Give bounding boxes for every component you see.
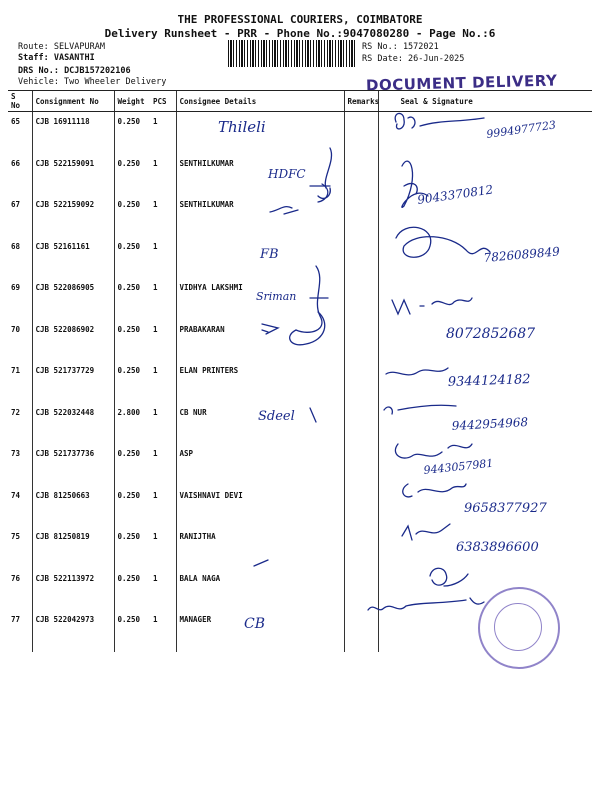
cell-consignment: CJB 81250819 xyxy=(32,527,114,569)
cell-sno: 65 xyxy=(11,117,21,126)
staff-label: Staff: xyxy=(18,53,54,63)
cell-remarks xyxy=(344,610,378,652)
table-row xyxy=(8,444,592,486)
drs-number: DCJB157202106 xyxy=(64,66,131,76)
cell-consignee: VAISHNAVI DEVI xyxy=(176,486,344,528)
cell-consignment: CJB 522042973 xyxy=(32,610,114,652)
cell-remarks xyxy=(344,320,378,362)
cell-seal xyxy=(378,320,592,362)
cell-weight: 0.250 xyxy=(114,195,150,237)
cell-remarks xyxy=(344,486,378,528)
cell-weight: 0.250 xyxy=(114,486,150,528)
cell-weight: 0.250 xyxy=(114,361,150,403)
cell-weight: 0.250 xyxy=(114,278,150,320)
table-row xyxy=(8,403,592,445)
hw-r72-name: Sdeel xyxy=(258,409,295,424)
drs-label: DRS No.: xyxy=(18,66,65,76)
table-row xyxy=(8,361,592,403)
cell-sno: 71 xyxy=(11,366,21,375)
col-seal: Seal & Signature xyxy=(378,91,592,112)
cell-seal xyxy=(378,361,592,403)
col-consignment: Consignment No xyxy=(32,91,114,112)
cell-remarks xyxy=(344,403,378,445)
cell-weight: 0.250 xyxy=(114,237,150,279)
cell-seal xyxy=(378,527,592,569)
cell-pcs: 1 xyxy=(153,366,158,375)
cell-pcs: 1 xyxy=(153,573,158,583)
cell-remarks xyxy=(344,361,378,403)
cell-sno: 67 xyxy=(11,200,21,209)
cell-consignment: CJB 522032448 xyxy=(32,403,114,445)
cell-seal xyxy=(378,444,592,486)
cell-sno: 76 xyxy=(11,573,21,583)
cell-seal xyxy=(378,237,592,279)
cell-pcs: 1 xyxy=(153,241,158,251)
cell-seal xyxy=(378,486,592,528)
runsheet-subtitle: Delivery Runsheet - PRR - Phone No.:9047080280 - Page No.:6 xyxy=(104,27,496,40)
cell-seal xyxy=(378,195,592,237)
cell-pcs: 1 xyxy=(153,407,158,417)
cell-seal xyxy=(378,278,592,320)
cell-consignment: CJB 522113972 xyxy=(32,569,114,611)
col-consignee: Consignee Details xyxy=(176,91,344,112)
cell-weight: 0.250 xyxy=(114,569,150,611)
staff-name: VASANTHI xyxy=(53,53,95,63)
table-row xyxy=(8,486,592,528)
cell-pcs: 1 xyxy=(153,117,158,126)
cell-sno: 70 xyxy=(11,324,21,334)
cell-weight: 0.250 xyxy=(114,112,150,154)
cell-pcs: 1 xyxy=(153,200,158,209)
table-row xyxy=(8,278,592,320)
table-row xyxy=(8,527,592,569)
staff-line xyxy=(18,53,95,63)
cell-pcs: 1 xyxy=(153,283,158,292)
cell-consignee: ASP xyxy=(176,444,344,486)
cell-weight: 0.250 xyxy=(114,610,150,652)
cell-weight: 0.250 xyxy=(114,154,150,196)
table-row xyxy=(8,237,592,279)
hw-r73-phone: 9443057981 xyxy=(422,456,494,477)
cell-consignment: CJB 522086905 xyxy=(32,278,114,320)
cell-consignment: CJB 522086902 xyxy=(32,320,114,362)
cell-consignee: MANAGER xyxy=(176,610,344,652)
hw-r71-phone: 9344124182 xyxy=(447,372,531,390)
hw-r65-name: Thileli xyxy=(218,118,266,136)
cell-consignment: CJB 522159092 xyxy=(32,195,114,237)
hw-r72-phone: 9442954968 xyxy=(451,415,529,433)
document-delivery-stamp: DOCUMENT DELIVERY xyxy=(365,71,558,95)
hw-r70-phone: 8072852687 xyxy=(446,326,536,342)
cell-consignee: VIDHYA LAKSHMI xyxy=(176,278,344,320)
delivery-table xyxy=(8,90,592,652)
cell-pcs: 1 xyxy=(153,158,158,168)
cell-sno: 74 xyxy=(11,490,21,500)
cell-consignee: SENTHILKUMAR xyxy=(176,195,344,237)
hw-r68-name: FB xyxy=(260,247,279,262)
col-sno: S No xyxy=(8,91,32,112)
cell-remarks xyxy=(344,444,378,486)
vehicle-label: Vehicle: Two Wheeler Delivery xyxy=(18,77,167,87)
cell-consignee xyxy=(176,112,344,154)
barcode-icon xyxy=(228,40,356,67)
col-remarks: Remarks xyxy=(344,91,378,112)
cell-remarks xyxy=(344,154,378,196)
cell-weight: 0.250 xyxy=(114,527,150,569)
cell-remarks xyxy=(344,569,378,611)
cell-remarks xyxy=(344,278,378,320)
cell-pcs: 1 xyxy=(153,449,158,458)
col-pcs: PCS xyxy=(150,91,176,112)
col-weight: Weight xyxy=(114,91,150,112)
hw-r77-name: CB xyxy=(244,616,265,632)
cell-weight: 0.250 xyxy=(114,444,150,486)
cell-consignee: SENTHILKUMAR xyxy=(176,154,344,196)
cell-consignment: CJB 521737736 xyxy=(32,444,114,486)
company-title: THE PROFESSIONAL COURIERS, COIMBATORE xyxy=(177,13,423,26)
cell-weight: 2.800 xyxy=(114,403,150,445)
cell-consignment: CJB 521737729 xyxy=(32,361,114,403)
cell-consignment: CJB 522159091 xyxy=(32,154,114,196)
cell-consignee: BALA NAGA xyxy=(176,569,344,611)
cell-consignee: RANIJTHA xyxy=(176,527,344,569)
cell-seal xyxy=(378,403,592,445)
cell-remarks xyxy=(344,527,378,569)
cell-consignment: CJB 81250663 xyxy=(32,486,114,528)
drs-line xyxy=(18,66,131,76)
cell-consignee: ELAN PRINTERS xyxy=(176,361,344,403)
cell-pcs: 1 xyxy=(153,615,158,624)
cell-pcs: 1 xyxy=(153,490,158,500)
cell-pcs: 1 xyxy=(153,324,158,334)
company-seal-icon xyxy=(478,587,560,669)
cell-sno: 75 xyxy=(11,532,21,541)
table-header-row xyxy=(8,91,592,112)
table-row xyxy=(8,154,592,196)
cell-consignee: CB NUR xyxy=(176,403,344,445)
hw-r74-phone: 9658377927 xyxy=(464,501,547,516)
hw-r67-phone: 9043370812 xyxy=(416,182,495,207)
cell-weight: 0.250 xyxy=(114,320,150,362)
cell-consignee xyxy=(176,237,344,279)
hw-r75-phone: 6383896600 xyxy=(456,540,539,555)
cell-remarks xyxy=(344,112,378,154)
cell-sno: 77 xyxy=(11,615,21,624)
table-row xyxy=(8,195,592,237)
route-label: Route: SELVAPURAM xyxy=(18,42,105,52)
hw-r66-name: HDFC xyxy=(268,167,306,181)
cell-sno: 73 xyxy=(11,449,21,458)
rs-date: RS Date: 26-Jun-2025 xyxy=(362,54,465,64)
cell-seal xyxy=(378,154,592,196)
cell-sno: 66 xyxy=(11,158,21,168)
cell-remarks xyxy=(344,237,378,279)
table-row xyxy=(8,112,592,154)
hw-r68-phone: 7826089849 xyxy=(483,244,561,265)
hw-r65-phone: 9994977723 xyxy=(485,118,557,141)
table-row xyxy=(8,320,592,362)
cell-sno: 68 xyxy=(11,241,21,251)
cell-pcs: 1 xyxy=(153,532,158,541)
cell-seal xyxy=(378,112,592,154)
rs-number: RS No.: 1572021 xyxy=(362,42,439,52)
hw-r69-name: Sriman xyxy=(256,290,297,303)
cell-remarks xyxy=(344,195,378,237)
cell-sno: 69 xyxy=(11,283,21,292)
cell-consignment: CJB 52161161 xyxy=(32,237,114,279)
cell-consignee: PRABAKARAN xyxy=(176,320,344,362)
cell-consignment: CJB 16911118 xyxy=(32,112,114,154)
cell-sno: 72 xyxy=(11,407,21,417)
